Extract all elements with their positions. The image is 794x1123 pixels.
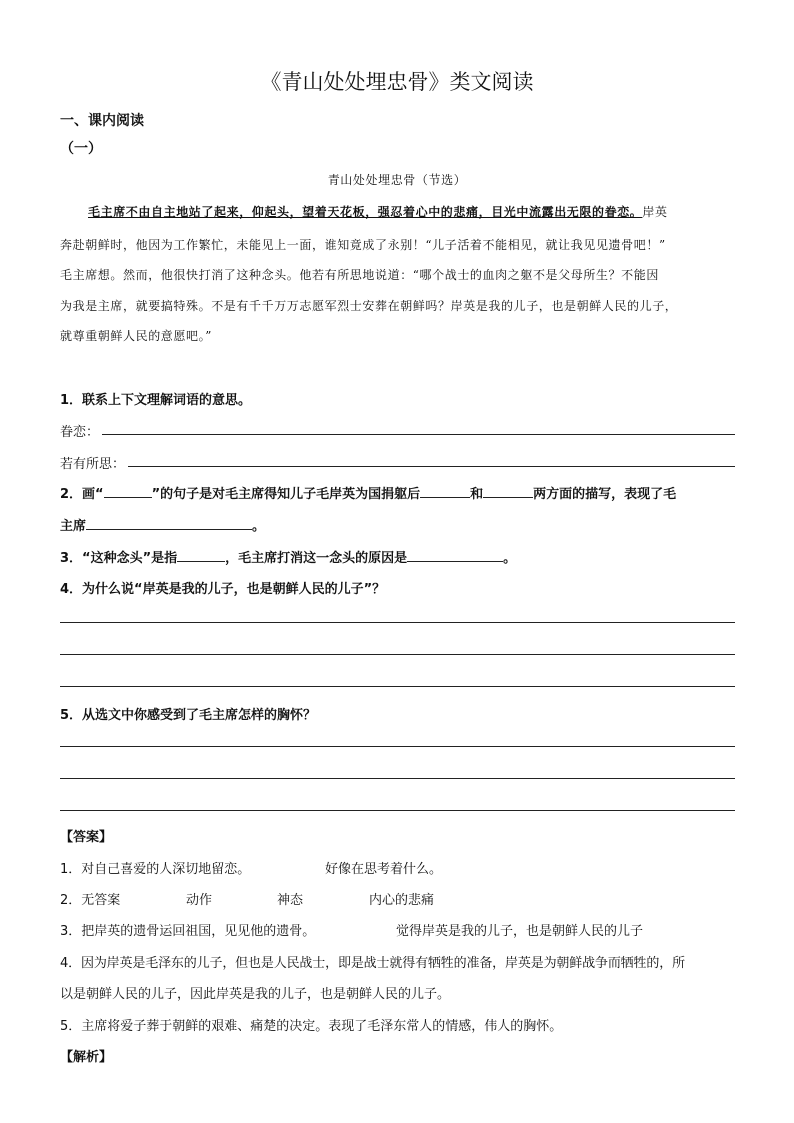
q2-text-5: 主席 (60, 519, 87, 534)
answer-3: 3．把岸英的遗骨运回祖国，见见他的遗骨。 (60, 924, 316, 939)
answer-2b: 动作 (186, 893, 213, 908)
q3-blank-1[interactable] (177, 547, 225, 562)
passage-line-1-rest: 岸英 (642, 205, 668, 219)
q2-blank-4[interactable] (86, 515, 252, 530)
q5-answer-line-1[interactable] (60, 746, 735, 747)
part-heading: （一） (60, 141, 102, 157)
question-3 (60, 547, 516, 566)
answer-4-line-2: 以是朝鲜人民的儿子，因此岸英是我的儿子，也是朝鲜人民的儿子。 (60, 987, 451, 1002)
q2-text-4: 两方面的描写，表现了毛 (533, 487, 677, 502)
q3-text-3: 。 (503, 551, 517, 566)
q5-answer-line-2[interactable] (60, 778, 735, 779)
q2-text-3: 和 (470, 487, 484, 502)
q1-answer-line-1[interactable] (102, 434, 735, 435)
q3-blank-2[interactable] (407, 547, 503, 562)
question-1: 1．联系上下文理解词语的意思。 (60, 393, 252, 408)
page-title: 《青山处处埋忠骨》类文阅读 (260, 70, 534, 94)
underlined-sentence: 毛主席不由自主地站了起来，仰起头，望着天花板，强忍着心中的悲痛，目光中流露出无限的眷恋。 (88, 205, 643, 219)
passage-line-3: 毛主席想。然而，他很快打消了这种念头。他若有所思地说道：“哪个战士的血肉之躯不是父母所生？不能因 (60, 268, 659, 282)
passage-title: 青山处处埋忠骨（节选） (327, 173, 467, 187)
answer-4-line-1: 4．因为岸英是毛泽东的儿子，但也是人民战士，即是战士就得有牺牲的准备，岸英是为朝鲜战争而牺牲的，所 (60, 956, 685, 971)
section-heading: 一、课内阅读 (60, 113, 144, 129)
question-2 (60, 483, 676, 502)
q2-text-2: ”的句子是对毛主席得知儿子毛岸英为国捐躯后 (151, 487, 421, 502)
passage-line-2: 奔赴朝鲜时，他因为工作繁忙，未能见上一面，谁知竟成了永别！“儿子活着不能相见，就让我见见遗骨吧！” (60, 238, 666, 252)
q1-word-ruoyousuosi: 若有所思： (60, 457, 126, 472)
answer-3b: 觉得岸英是我的儿子，也是朝鲜人民的儿子 (396, 924, 644, 939)
answer-1: 1．对自己喜爱的人深切地留恋。 (60, 862, 251, 877)
q3-text-2: ，毛主席打消这一念头的原因是 (225, 551, 408, 566)
q1-answer-line-2[interactable] (128, 466, 735, 467)
answer-5: 5．主席将爱子葬于朝鲜的艰难、痛楚的决定。表现了毛泽东常人的情感，伟人的胸怀。 (60, 1019, 563, 1034)
answer-2d: 内心的悲痛 (369, 893, 435, 908)
question-4: 4．为什么说“岸英是我的儿子，也是朝鲜人民的儿子”？ (60, 582, 386, 597)
q1-word-juanlian: 眷恋： (60, 425, 100, 440)
question-5: 5．从选文中你感受到了毛主席怎样的胸怀？ (60, 708, 317, 723)
passage-line-1 (88, 203, 668, 220)
answer-2c: 神态 (277, 893, 304, 908)
q5-answer-line-3[interactable] (60, 810, 735, 811)
q2-text-6: 。 (252, 519, 266, 534)
q2-text-1: 2．画“ (60, 487, 104, 502)
answer-label: 【答案】 (60, 830, 113, 845)
passage-line-5: 就尊重朝鲜人民的意愿吧。” (60, 329, 212, 343)
answer-2: 2．无答案 (60, 893, 121, 908)
q4-answer-line-3[interactable] (60, 686, 735, 687)
q3-text-1: 3．“这种念头”是指 (60, 551, 178, 566)
q4-answer-line-1[interactable] (60, 622, 735, 623)
q2-blank-1[interactable] (104, 483, 152, 498)
q4-answer-line-2[interactable] (60, 654, 735, 655)
question-2-cont (60, 515, 265, 534)
answer-1b: 好像在思考着什么。 (325, 862, 443, 877)
passage-line-4: 为我是主席，就要搞特殊。不是有千千万万志愿军烈士安葬在朝鲜吗？岸英是我的儿子，也是朝鲜人民的儿子， (60, 299, 678, 313)
analysis-label: 【解析】 (60, 1050, 113, 1065)
q2-blank-2[interactable] (420, 483, 470, 498)
q2-blank-3[interactable] (483, 483, 533, 498)
